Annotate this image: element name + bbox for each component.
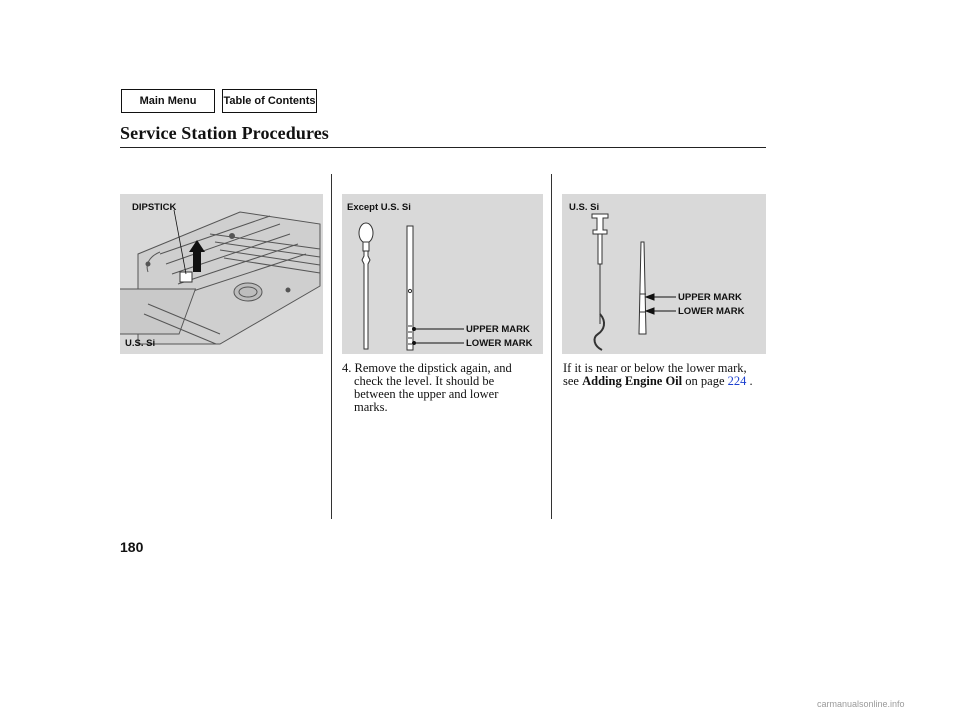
step-line: check the level. It should be [354,374,495,388]
upper-mark-label: UPPER MARK [678,292,742,303]
page-224-link[interactable]: 224 [727,374,747,388]
header-rule [120,147,766,148]
note-line: If it is near or below the lower mark, [563,361,747,375]
section-title: Service Station Procedures [120,123,329,143]
upper-mark-label: UPPER MARK [466,324,530,335]
step-4-instruction [342,362,512,414]
step-number: 4. [342,361,352,375]
step-line: between the upper and lower [354,387,499,401]
note-period: . [749,374,753,388]
engine-illustration-svg [120,194,323,354]
dipstick-label: DIPSTICK [132,202,177,213]
step-line: marks. [354,400,388,414]
step-line: Remove the dipstick again, and [354,361,512,375]
engine-dipstick-illustration [120,194,323,354]
variant-label-except-us-si: Except U.S. Si [347,202,411,213]
adding-engine-oil-reference: Adding Engine Oil [582,374,683,388]
note-see: see [563,374,579,388]
low-oil-note [563,362,753,388]
table-of-contents-button[interactable]: Table of Contents [222,89,317,113]
main-menu-button[interactable]: Main Menu [121,89,215,113]
page-number: 180 [120,539,144,555]
variant-label-us-si: U.S. Si [125,338,156,349]
column-divider-right [551,174,552,519]
lower-mark-label: LOWER MARK [678,306,745,317]
column-divider-left [331,174,332,519]
note-on-page: on page [685,374,725,388]
dipstick-us-si-svg [562,194,766,354]
dipstick-except-us-si-illustration [342,194,543,354]
watermark: carmanualsonline.info [817,699,905,709]
dipstick-us-si-illustration [562,194,766,354]
variant-label-us-si: U.S. Si [569,202,600,213]
lower-mark-label: LOWER MARK [466,338,533,349]
